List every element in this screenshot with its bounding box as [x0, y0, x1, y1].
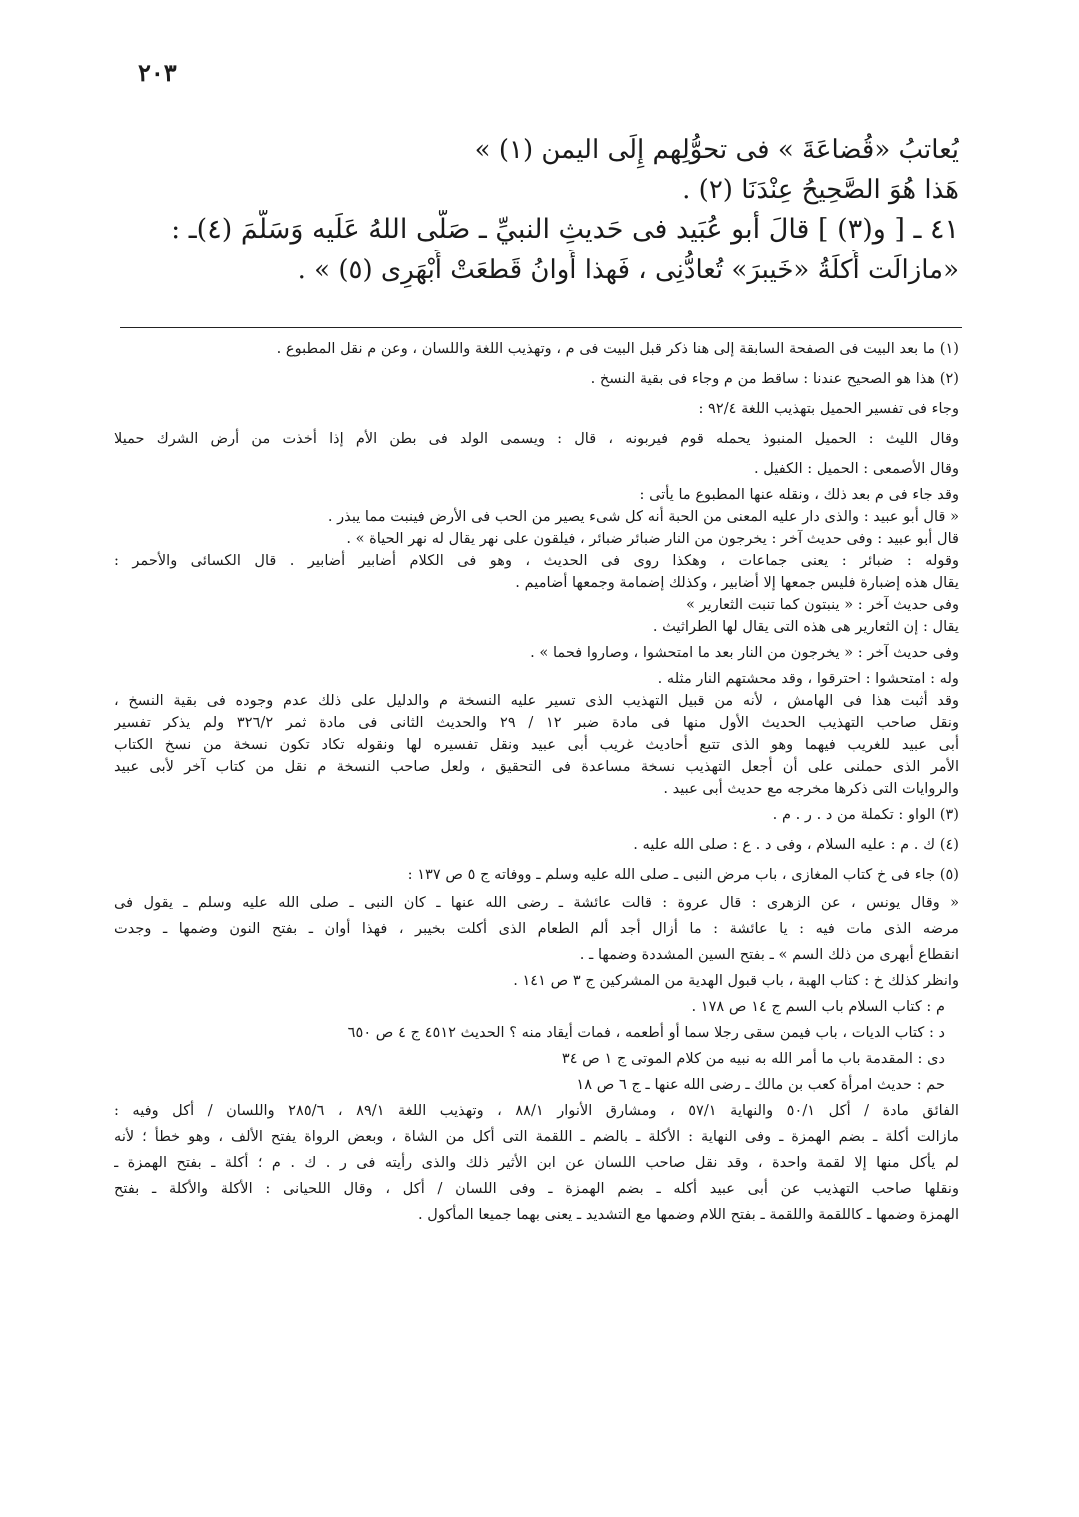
footnote-line: د : كتاب الديات ، باب فيمن سقى رجلا سما أو أطعمه ، فمات أيقاد منه ؟ الحديث ٤٥١٢ ج ٤ ص ٦٥٠ [347, 1024, 945, 1041]
footnote-line: وله : امتحشوا : احترقوا ، وقد محشتهم النار مثله . [657, 670, 959, 687]
footnote-line: أبى عبيد للغريب فيهما وهو الذى تتبع أحاديث غريب أبى عبيد ونقل تفسيره لها ونقوله تكاد تكون نسخة من نسخ الكتاب [114, 736, 959, 753]
footnote-line: م : كتاب السلام باب السم ج ١٤ ص ١٧٨ . [691, 998, 945, 1015]
footnote-line: (٣) الواو : تكملة من د . ر . م . [772, 806, 959, 823]
main-line: ٤١ ـ [ و(٣) ] قالَ أَبو عُبَيد فى حَديثِ النبيِّ ـ صَلَّى اللهُ عَلَيه وَسَلَّمَ (٤)ـ : [171, 214, 959, 245]
footnote-line: الهمزة وضمها ـ كاللقمة واللقمة ـ بفتح اللام وضمها مع التشديد ـ يعنى بهما جميعا المأكول . [417, 1206, 959, 1223]
footnote-line: يقال هذه إضبارة فليس جمعها إلا أضابير ، وكذلك إضمامة وجمعها أضاميم . [515, 574, 959, 591]
footnote-line: (١) ما بعد البيت فى الصفحة السابقة إلى هنا ذكر قبل البيت فى م ، وتهذيب اللغة واللسان ، وعن م نقل المطبوع . [276, 340, 959, 357]
footnote-line: الفائق مادة / أكل ٥٠/١ والنهاية ٥٧/١ ، ومشارق الأنوار ٨٨/١ ، وتهذيب اللغة ٨٩/١ ، ٢٨٥/٦ واللسان / أكل وفيه : [114, 1102, 959, 1119]
footnote-line: وقوله : ضبائر : يعنى جماعات ، وهكذا روى فى الحديث ، وهو فى الكلام أضابير أضابير . قال الكسائى والأحمر : [114, 552, 959, 569]
footnote-line: وانظر كذلك خ : كتاب الهبة ، باب قبول الهدية من المشركين ج ٣ ص ١٤١ . [513, 972, 959, 989]
footnote-line: قال أبو عبيد : وفى حديث آخر : يخرجون من النار ضبائر ضبائر ، فيلقون على نهر يقال له نهر الحياة » . [346, 530, 959, 547]
footnote-line: (٤) ك . م : عليه السلام ، وفى د . ع : صلى الله عليه . [633, 836, 959, 853]
footnote-line: وقال الأصمعى : الحميل : الكفيل . [753, 460, 959, 477]
footnote-line: مازالت أكلة ـ بضم الهمزة ـ وفى النهاية : الأكلة ـ بالضم ـ اللقمة التى أكل من الشاة ، وبعض الرواة يفتح الألف ، وهو خطأ ؛ لأنه [114, 1128, 959, 1145]
page-number: ٢٠٣ [138, 58, 177, 87]
footnote-line: (٥) جاء فى خ كتاب المغازى ، باب مرض النبى ـ صلى الله عليه وسلم ـ ووفاته ج ٥ ص ١٣٧ : [407, 866, 959, 883]
footnote-line: وفى حديث آخر : « يخرجون من النار بعد ما امتحشوا ، وصاروا فحما » . [530, 644, 959, 661]
footnotes [114, 334, 959, 1228]
footnote-line: ونقل صاحب التهذيب الحديث الأول منها فى مادة ضبر ١٢ / ٢٩ والحديث الثانى فى مادة ثمر ٣٢٦/٢ ولم يذكر تفسير [114, 714, 959, 731]
footnote-divider [120, 327, 962, 328]
footnote-line: « وقال يونس ، عن الزهرى : قال عروة : قالت عائشة ـ رضى الله عنها ـ كان النبى ـ صلى الله عليه وسلم ـ يقول فى [114, 894, 959, 911]
footnote-line: يقال : إن الثعارير هى هذه التى يقال لها الطراثيث . [652, 618, 959, 635]
footnote-line: ونقلها صاحب التهذيب عن أبى عبيد أكله ـ بضم الهمزة ـ وفى اللسان / أكل ، وقال اللحيانى : الأكلة والأكلة ـ بفتح [114, 1180, 959, 1197]
footnote-line: وفى حديث آخر : « ينبتون كما تنبت الثعارير » [685, 596, 959, 613]
main-line: هَذا هُوَ الصَّحِيحُ عِنْدَنَا (٢) . [682, 175, 959, 205]
main-line: «مازالَت أُكلَةُ «خَيبرَ» تُعادُّنِى ، فَهذا أَوانُ قَطعَتْ أَبْهَرِى (٥) » . [297, 255, 959, 285]
footnote-line: (٢) هذا هو الصحيح عندنا : ساقط من م وجاء فى بقية النسخ . [590, 370, 959, 387]
footnote-line: انقطاع أبهرى من ذلك السم » ـ بفتح السين المشددة وضمها ـ . [579, 946, 959, 963]
main-text [150, 130, 959, 290]
footnote-line: الأمر الذى حملنى على أن أجعل التهذيب نسخة مساعدة فى التحقيق ، ولعل صاحب النسخة م نقل من كتاب آخر لأبى عبيد [114, 758, 959, 775]
footnote-line: وقد أثبت هذا فى الهامش ، لأنه من قبيل التهذيب الذى تسير عليه النسخة م والدليل على ذلك عدم وجوده فى بقية النسخ ، [114, 692, 959, 709]
footnote-line: والروايات التى ذكرها مخرجه مع حديث أبى عبيد . [663, 780, 959, 797]
footnote-line: وقد جاء فى م بعد ذلك ، ونقله عنها المطبوع ما يأتى : [639, 486, 959, 503]
footnote-line: مرضه الذى مات فيه : يا عائشة : ما أزال أجد ألم الطعام الذى أكلت بخيبر ، فهذا أوان ـ بفتح النون وضمها ـ وجدت [114, 920, 959, 937]
main-line: يُعاتبُ «قُضاعَةَ » فى تحوُّلِهم إِلَى اليمن (١) » [474, 135, 959, 165]
footnote-line: « قال أبو عبيد : والذى دار عليه المعنى من الحبة أنه كل شىء يصير من الحب فى الأرض فينبت مما يبذر . [327, 508, 959, 525]
footnote-line: وجاء فى تفسير الحميل بتهذيب اللغة ٩٢/٤ : [698, 400, 959, 417]
footnote-line: لم يأكل منها إلا لقمة واحدة ، وقد نقل صاحب اللسان عن ابن الأثير ذلك والذى رأيته فى ر . ك . م ؛ أكلة ـ بفتح الهمزة ـ [114, 1154, 959, 1171]
footnote-line: حم : حديث امرأة كعب بن مالك ـ رضى الله عنها ـ ج ٦ ص ١٨ [576, 1076, 945, 1093]
footnote-line: دى : المقدمة باب ما أمر الله به نبيه من كلام الموتى ج ١ ص ٣٤ [561, 1050, 945, 1067]
footnote-line: وقال الليث : الحميل المنبوذ يحمله قوم فيربونه ، قال : ويسمى الولد فى بطن الأم إذا أخذت من أرض الشرك حميلا [114, 430, 959, 447]
